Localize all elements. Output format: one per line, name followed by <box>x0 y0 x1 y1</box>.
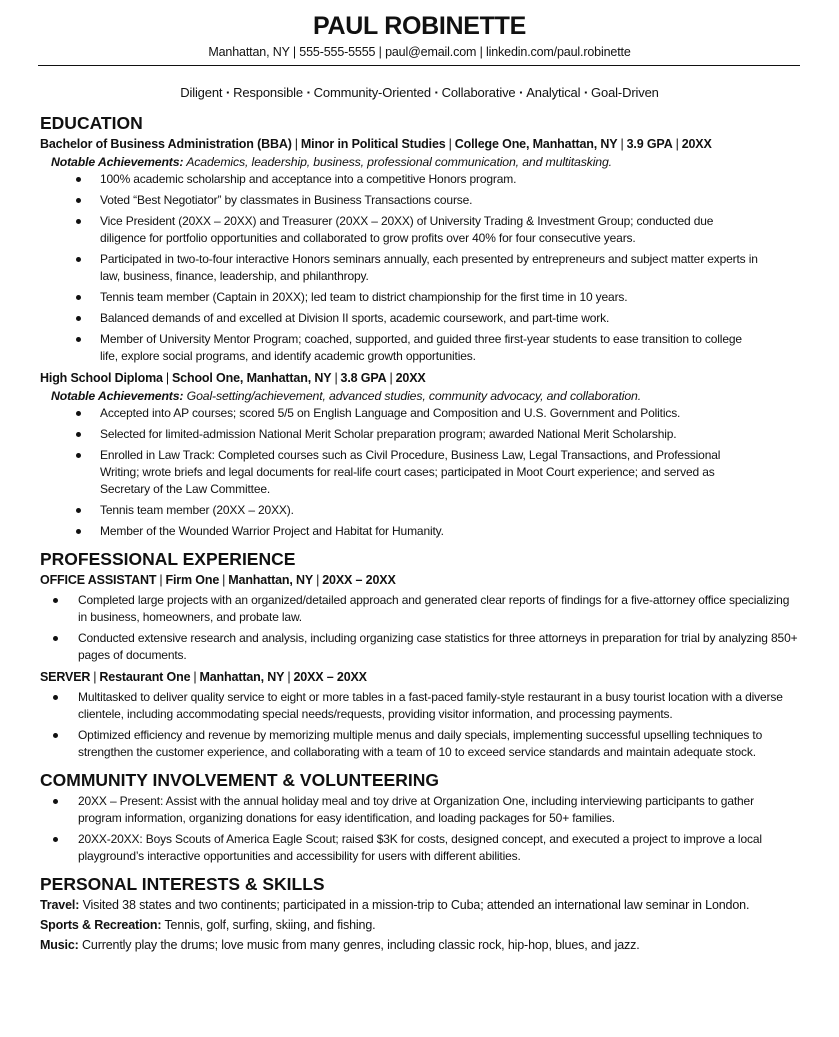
trait: Community-Oriented <box>313 85 431 100</box>
bullet-icon <box>53 837 58 842</box>
trait-separator: ▪ <box>226 88 230 97</box>
section-title-experience: PROFESSIONAL EXPERIENCE <box>40 549 296 569</box>
entry-heading-part: Firm One <box>165 573 220 587</box>
pipe-separator: | <box>93 670 97 684</box>
interest-item <box>40 895 799 915</box>
entry-heading-part: 3.8 GPA <box>340 371 387 385</box>
bullet-icon <box>76 295 81 300</box>
bullet-text: Conducted extensive research and analysis, including organizing case statistics for three attorneys in preparation for trial by analyzing 850+ pages of documents. <box>78 631 798 662</box>
entry-heading-part: Bachelor of Business Administration (BBA) <box>40 137 292 151</box>
interests-section <box>40 873 799 955</box>
entry-heading-part: 20XX <box>681 137 712 151</box>
interest-label: Sports & Recreation: <box>40 918 162 932</box>
bullet-text: Balanced demands of and excelled at Division II sports, academic coursework, and part-time work. <box>100 311 610 325</box>
pipe-separator: | <box>316 573 320 587</box>
education-section <box>40 112 799 540</box>
pipe-separator: | <box>334 371 338 385</box>
achievement-list <box>40 405 760 540</box>
trait-separator: ▪ <box>584 88 588 97</box>
list-item <box>40 192 760 209</box>
list-item <box>40 213 760 247</box>
header-divider <box>38 65 800 66</box>
notable-text: Academics, leadership, business, professional communication, and multitasking. <box>183 155 612 169</box>
bullet-icon <box>53 636 58 641</box>
bullet-icon <box>76 411 81 416</box>
section-title-interests: PERSONAL INTERESTS & SKILLS <box>40 874 325 894</box>
entry-heading-part: School One, Manhattan, NY <box>171 371 332 385</box>
bullet-icon <box>76 529 81 534</box>
trait: Diligent <box>180 85 223 100</box>
list-item <box>40 289 760 306</box>
bullet-text: 20XX – Present: Assist with the annual holiday meal and toy drive at Organization One, including interviewing participants to gather program information, organizing donations for easy identification, and loading packages for 50+ families. <box>78 794 754 825</box>
bullet-text: Member of University Mentor Program; coached, supported, and guided three first-year students to ease transition to college life, explore social programs, and identify academic growth opportunities. <box>100 332 742 363</box>
bullet-text: Vice President (20XX – 20XX) and Treasurer (20XX – 20XX) of University Trading & Investment Group; conducted due diligence for portfolio opportunities and collaborated to grow profits over 40% for four consecutive years. <box>100 214 714 245</box>
pipe-separator: | <box>620 137 624 151</box>
bullet-text: Voted “Best Negotiator” by classmates in Business Transactions course. <box>100 193 473 207</box>
experience-section <box>40 548 799 761</box>
trait: Responsible <box>233 85 303 100</box>
list-item <box>40 171 760 188</box>
pipe-separator: | <box>287 670 291 684</box>
notable-achievements <box>51 153 799 171</box>
bullet-icon <box>76 198 81 203</box>
interest-label: Music: <box>40 938 79 952</box>
trait-separator: ▪ <box>434 88 438 97</box>
list-item <box>40 310 760 327</box>
list-item <box>40 831 800 865</box>
entry-heading <box>40 135 799 153</box>
bullet-text: Completed large projects with an organized/detailed approach and generated clear reports of findings for a five-attorney office specializing in business, homeowners, and probate law. <box>78 593 790 624</box>
list-item <box>40 793 800 827</box>
bullet-text: Tennis team member (20XX – 20XX). <box>100 503 294 517</box>
entry-heading-part: High School Diploma <box>40 371 163 385</box>
bullet-icon <box>76 177 81 182</box>
bullet-text: 100% academic scholarship and acceptance into a competitive Honors program. <box>100 172 517 186</box>
bullet-icon <box>76 453 81 458</box>
bullet-text: Tennis team member (Captain in 20XX); led team to district championship for the first time in 10 years. <box>100 290 628 304</box>
bullet-text: Multitasked to deliver quality service to eight or more tables in a fast-paced family-style restaurant in a busy tourist location with a diverse clientele, including accommodating special needs/requests, providing visitor information, and processing payments. <box>78 690 783 721</box>
pipe-separator: | <box>448 137 452 151</box>
interest-item <box>40 915 799 935</box>
interest-text: Visited 38 states and two continents; participated in a mission-trip to Cuba; attended an international law seminar in London. <box>79 898 750 912</box>
entry-heading-part: Minor in Political Studies <box>300 137 446 151</box>
community-section <box>40 769 799 865</box>
bullet-icon <box>76 316 81 321</box>
entry-heading-part: 20XX – 20XX <box>293 670 367 684</box>
interest-text: Tennis, golf, surfing, skiing, and fishing. <box>161 918 376 932</box>
trait: Analytical <box>526 85 581 100</box>
bullet-icon <box>76 257 81 262</box>
pipe-separator: | <box>294 137 298 151</box>
bullet-text: Enrolled in Law Track: Completed courses such as Civil Procedure, Business Law, Legal Transactions, and Professional Writing; wrote briefs and legal documents for real-life court cases; participated in Moot Court experience; and served as Secretary of the Law Committee. <box>100 448 721 496</box>
list-item <box>40 331 760 365</box>
pipe-separator: | <box>222 573 226 587</box>
bullet-text: Optimized efficiency and revenue by memorizing multiple menus and daily specials, implementing successful upselling techniques to strengthen the customer experience, and collaborating with a team of 10 to exceed service standards and maintain adequate stock. <box>78 728 763 759</box>
bullet-icon <box>76 337 81 342</box>
bullet-icon <box>76 508 81 513</box>
interest-label: Travel: <box>40 898 80 912</box>
bullet-icon <box>53 799 58 804</box>
section-title-community: COMMUNITY INVOLVEMENT & VOLUNTEERING <box>40 770 439 790</box>
bullet-text: Selected for limited-admission National Merit Scholar preparation program; awarded National Merit Scholarship. <box>100 427 677 441</box>
list-item <box>40 502 760 519</box>
interest-text: Currently play the drums; love music from many genres, including classic rock, hip-hop, blues, and jazz. <box>78 938 640 952</box>
bullet-icon <box>53 598 58 603</box>
notable-label: Notable Achievements: <box>51 389 184 403</box>
traits-line <box>40 84 799 102</box>
candidate-name: PAUL ROBINETTE <box>313 12 526 40</box>
bullet-text: Participated in two-to-four interactive Honors seminars annually, each presented by entrepreneurs and subject matter experts in law, business, finance, leadership, and philanthropy. <box>100 252 758 283</box>
section-title-education: EDUCATION <box>40 113 143 133</box>
list-item <box>40 523 760 540</box>
trait: Goal-Driven <box>591 85 659 100</box>
duties-list <box>40 592 800 664</box>
bullet-icon <box>76 219 81 224</box>
interest-item <box>40 935 799 955</box>
entry-heading-part: Manhattan, NY <box>199 670 285 684</box>
entry-heading-part: 3.9 GPA <box>626 137 673 151</box>
trait: Collaborative <box>441 85 516 100</box>
notable-label: Notable Achievements: <box>51 155 184 169</box>
entry-heading-part: OFFICE ASSISTANT <box>40 573 157 587</box>
entry-heading-part: Manhattan, NY <box>228 573 314 587</box>
entry-heading <box>40 668 799 686</box>
bullet-icon <box>76 432 81 437</box>
list-item <box>40 405 760 422</box>
pipe-separator: | <box>675 137 679 151</box>
list-item <box>40 727 800 761</box>
entry-heading-part: SERVER <box>40 670 91 684</box>
notable-achievements <box>51 387 799 405</box>
list-item <box>40 426 760 443</box>
pipe-separator: | <box>165 371 169 385</box>
achievement-list <box>40 171 760 365</box>
trait-separator: ▪ <box>519 88 523 97</box>
list-item <box>40 630 800 664</box>
pipe-separator: | <box>389 371 393 385</box>
entry-heading-part: College One, Manhattan, NY <box>454 137 618 151</box>
list-item <box>40 251 760 285</box>
notable-text: Goal-setting/achievement, advanced studies, community advocacy, and collaboration. <box>183 389 641 403</box>
list-item <box>40 592 800 626</box>
bullet-text: Member of the Wounded Warrior Project and Habitat for Humanity. <box>100 524 444 538</box>
list-item <box>40 689 800 723</box>
entry-heading-part: Restaurant One <box>99 670 191 684</box>
pipe-separator: | <box>159 573 163 587</box>
contact-info: Manhattan, NY | 555-555-5555 | paul@email.com | linkedin.com/paul.robinette <box>208 45 631 59</box>
duties-list <box>40 689 800 761</box>
entry-heading <box>40 369 799 387</box>
entry-heading-part: 20XX <box>395 371 426 385</box>
list-item <box>40 447 760 498</box>
entry-heading-part: 20XX – 20XX <box>322 573 396 587</box>
bullet-icon <box>53 733 58 738</box>
bullet-text: 20XX-20XX: Boys Scouts of America Eagle Scout; raised $3K for costs, designed concept, and executed a project to improve a local playground’s interactive opportunities and accessibility for users with different abilities. <box>78 832 762 863</box>
bullet-text: Accepted into AP courses; scored 5/5 on English Language and Composition and U.S. Government and Politics. <box>100 406 681 420</box>
trait-separator: ▪ <box>306 88 310 97</box>
bullet-icon <box>53 695 58 700</box>
entry-heading <box>40 571 799 589</box>
pipe-separator: | <box>193 670 197 684</box>
